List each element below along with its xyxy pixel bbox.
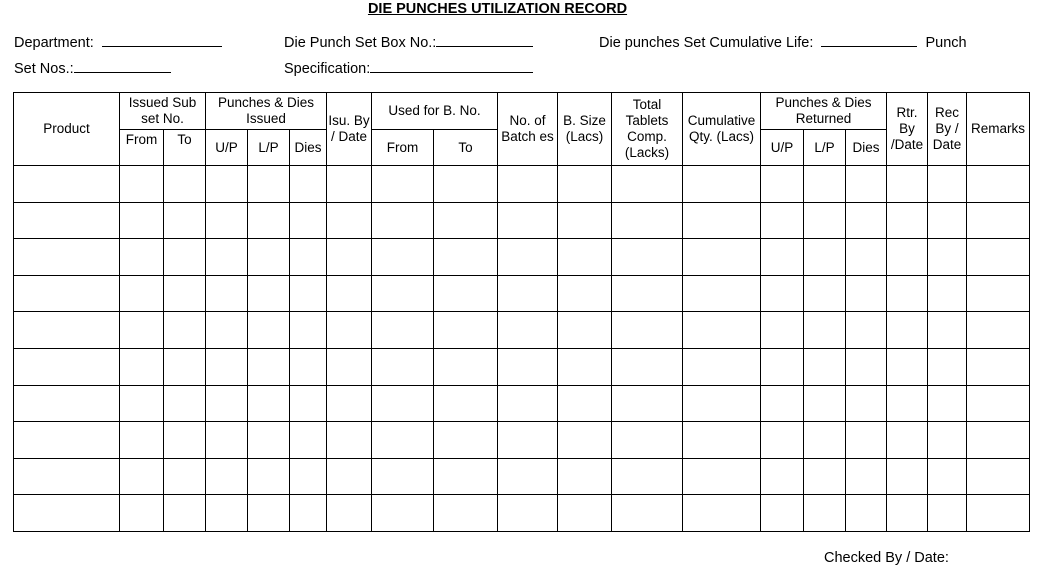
- table-cell[interactable]: [498, 239, 558, 276]
- cumulative-life-label: Die punches Set Cumulative Life:: [599, 35, 814, 51]
- table-cell[interactable]: [761, 275, 804, 312]
- table-cell[interactable]: [434, 422, 498, 459]
- table-cell[interactable]: [120, 495, 164, 532]
- table-cell[interactable]: [434, 239, 498, 276]
- department-label: Department:: [14, 35, 94, 51]
- table-cell[interactable]: [558, 385, 612, 422]
- table-cell[interactable]: [612, 312, 683, 349]
- table-cell[interactable]: [372, 312, 434, 349]
- table-cell[interactable]: [248, 202, 290, 239]
- table-cell[interactable]: [761, 202, 804, 239]
- table-cell[interactable]: [434, 275, 498, 312]
- table-cell[interactable]: [928, 166, 967, 203]
- table-cell[interactable]: [804, 458, 846, 495]
- table-cell[interactable]: [967, 495, 1030, 532]
- table-row: [14, 385, 1030, 422]
- table-row: [14, 202, 1030, 239]
- table-cell[interactable]: [120, 239, 164, 276]
- table-cell[interactable]: [290, 458, 327, 495]
- table-cell[interactable]: [887, 458, 928, 495]
- table-cell[interactable]: [846, 422, 887, 459]
- header-cumulative-qty: Cumulative Qty. (Lacs): [683, 93, 761, 166]
- table-cell[interactable]: [928, 202, 967, 239]
- table-row: [14, 275, 1030, 312]
- table-cell[interactable]: [967, 458, 1030, 495]
- table-cell[interactable]: [327, 385, 372, 422]
- table-cell[interactable]: [248, 312, 290, 349]
- table-cell[interactable]: [120, 385, 164, 422]
- table-cell[interactable]: [846, 495, 887, 532]
- table-cell[interactable]: [120, 348, 164, 385]
- table-cell[interactable]: [372, 239, 434, 276]
- table-cell[interactable]: [558, 275, 612, 312]
- table-cell[interactable]: [206, 312, 248, 349]
- table-cell[interactable]: [683, 422, 761, 459]
- table-cell[interactable]: [612, 239, 683, 276]
- department-field[interactable]: [14, 32, 222, 51]
- table-cell[interactable]: [558, 422, 612, 459]
- table-cell[interactable]: [290, 312, 327, 349]
- table-cell[interactable]: [372, 495, 434, 532]
- table-cell[interactable]: [434, 312, 498, 349]
- table-cell[interactable]: [683, 275, 761, 312]
- table-cell[interactable]: [434, 495, 498, 532]
- table-cell[interactable]: [327, 495, 372, 532]
- table-cell[interactable]: [612, 348, 683, 385]
- table-cell[interactable]: [612, 422, 683, 459]
- table-row: [14, 495, 1030, 532]
- table-cell[interactable]: [14, 239, 120, 276]
- table-cell[interactable]: [683, 495, 761, 532]
- table-cell[interactable]: [434, 166, 498, 203]
- table-cell[interactable]: [887, 166, 928, 203]
- table-cell[interactable]: [327, 422, 372, 459]
- box-no-field[interactable]: [284, 32, 533, 51]
- table-cell[interactable]: [290, 239, 327, 276]
- table-cell[interactable]: [248, 495, 290, 532]
- table-cell[interactable]: [372, 348, 434, 385]
- table-cell[interactable]: [967, 348, 1030, 385]
- table-cell[interactable]: [206, 495, 248, 532]
- table-cell[interactable]: [248, 458, 290, 495]
- table-cell[interactable]: [967, 422, 1030, 459]
- table-cell[interactable]: [327, 348, 372, 385]
- table-cell[interactable]: [928, 458, 967, 495]
- table-cell[interactable]: [928, 239, 967, 276]
- table-cell[interactable]: [612, 166, 683, 203]
- box-no-label: Die Punch Set Box No.:: [284, 35, 437, 51]
- table-cell[interactable]: [290, 385, 327, 422]
- table-row: [14, 166, 1030, 203]
- table-row: [14, 348, 1030, 385]
- set-nos-field[interactable]: [14, 58, 171, 77]
- table-cell[interactable]: [683, 312, 761, 349]
- table-cell[interactable]: [14, 348, 120, 385]
- table-cell[interactable]: [120, 458, 164, 495]
- header-used-to: To: [434, 130, 498, 166]
- table-cell[interactable]: [683, 348, 761, 385]
- table-cell[interactable]: [928, 422, 967, 459]
- table-cell[interactable]: [327, 239, 372, 276]
- table-cell[interactable]: [928, 385, 967, 422]
- table-cell[interactable]: [612, 458, 683, 495]
- table-cell[interactable]: [967, 202, 1030, 239]
- table-cell[interactable]: [804, 166, 846, 203]
- table-cell[interactable]: [290, 166, 327, 203]
- table-cell[interactable]: [248, 166, 290, 203]
- table-cell[interactable]: [14, 495, 120, 532]
- table-cell[interactable]: [761, 495, 804, 532]
- table-cell[interactable]: [928, 275, 967, 312]
- table-cell[interactable]: [434, 385, 498, 422]
- table-cell[interactable]: [327, 275, 372, 312]
- table-row: [14, 312, 1030, 349]
- table-cell[interactable]: [887, 239, 928, 276]
- table-cell[interactable]: [928, 495, 967, 532]
- table-cell[interactable]: [206, 422, 248, 459]
- table-cell[interactable]: [164, 422, 206, 459]
- table-cell[interactable]: [372, 202, 434, 239]
- table-cell[interactable]: [206, 385, 248, 422]
- table-cell[interactable]: [14, 202, 120, 239]
- table-cell[interactable]: [804, 495, 846, 532]
- table-cell[interactable]: [761, 312, 804, 349]
- table-cell[interactable]: [761, 239, 804, 276]
- table-cell[interactable]: [248, 385, 290, 422]
- header-isu-by-date: Isu. By / Date: [327, 93, 372, 166]
- table-cell[interactable]: [761, 385, 804, 422]
- table-body: [14, 166, 1030, 532]
- table-cell[interactable]: [967, 275, 1030, 312]
- cumulative-life-unit: Punch: [925, 35, 967, 51]
- table-cell[interactable]: [683, 458, 761, 495]
- table-cell[interactable]: [967, 166, 1030, 203]
- table-cell[interactable]: [558, 348, 612, 385]
- table-cell[interactable]: [761, 422, 804, 459]
- header-b-size: B. Size (Lacs): [558, 93, 612, 166]
- table-cell[interactable]: [967, 239, 1030, 276]
- header-pd-issued: Punches & Dies Issued: [206, 93, 327, 130]
- table-cell[interactable]: [498, 312, 558, 349]
- table-cell[interactable]: [164, 312, 206, 349]
- set-nos-label: Set Nos.:: [14, 61, 74, 77]
- table-cell[interactable]: [164, 348, 206, 385]
- table-cell[interactable]: [290, 495, 327, 532]
- specification-blank[interactable]: [370, 58, 533, 73]
- header-rec-by-date: Rec By / Date: [928, 93, 967, 166]
- table-cell[interactable]: [372, 422, 434, 459]
- table-cell[interactable]: [498, 422, 558, 459]
- header-pd-returned-lp: L/P: [804, 130, 846, 166]
- table-cell[interactable]: [434, 202, 498, 239]
- header-issued-from: From: [120, 130, 164, 166]
- table-cell[interactable]: [372, 275, 434, 312]
- specification-field[interactable]: [284, 58, 533, 77]
- table-cell[interactable]: [761, 166, 804, 203]
- table-cell[interactable]: [761, 458, 804, 495]
- table-cell[interactable]: [14, 385, 120, 422]
- set-nos-blank[interactable]: [74, 58, 171, 73]
- utilization-table: [13, 92, 1030, 532]
- table-cell[interactable]: [558, 312, 612, 349]
- table-cell[interactable]: [612, 385, 683, 422]
- table-cell[interactable]: [206, 458, 248, 495]
- table-cell[interactable]: [804, 312, 846, 349]
- table-cell[interactable]: [164, 385, 206, 422]
- table-cell[interactable]: [120, 275, 164, 312]
- specification-label: Specification:: [284, 61, 371, 77]
- header-pd-returned-up: U/P: [761, 130, 804, 166]
- table-cell[interactable]: [887, 202, 928, 239]
- table-cell[interactable]: [683, 385, 761, 422]
- table-cell[interactable]: [206, 275, 248, 312]
- table-cell[interactable]: [846, 239, 887, 276]
- table-cell[interactable]: [967, 385, 1030, 422]
- table-cell[interactable]: [14, 312, 120, 349]
- table-cell[interactable]: [290, 422, 327, 459]
- table-cell[interactable]: [846, 202, 887, 239]
- header-pd-issued-up: U/P: [206, 130, 248, 166]
- checked-by-label: Checked By / Date:: [824, 550, 949, 566]
- table-cell[interactable]: [164, 275, 206, 312]
- table-cell[interactable]: [14, 458, 120, 495]
- table-cell[interactable]: [248, 422, 290, 459]
- table-cell[interactable]: [372, 385, 434, 422]
- table-cell[interactable]: [804, 385, 846, 422]
- table-cell[interactable]: [804, 239, 846, 276]
- table-cell[interactable]: [804, 202, 846, 239]
- document-title: DIE PUNCHES UTILIZATION RECORD: [367, 1, 628, 17]
- header-pd-returned-dies: Dies: [846, 130, 887, 166]
- table-cell[interactable]: [683, 166, 761, 203]
- table-row: [14, 422, 1030, 459]
- table-cell[interactable]: [120, 166, 164, 203]
- table-cell[interactable]: [290, 348, 327, 385]
- table-cell[interactable]: [887, 275, 928, 312]
- table-cell[interactable]: [761, 348, 804, 385]
- table-cell[interactable]: [612, 495, 683, 532]
- header-product: Product: [14, 93, 120, 166]
- cumulative-life-blank[interactable]: [821, 32, 917, 47]
- header-rtr-by-date: Rtr. By /Date: [887, 93, 928, 166]
- table-cell[interactable]: [14, 422, 120, 459]
- table-cell[interactable]: [846, 458, 887, 495]
- table-cell[interactable]: [928, 348, 967, 385]
- table-cell[interactable]: [887, 348, 928, 385]
- table-cell[interactable]: [887, 422, 928, 459]
- table-cell[interactable]: [164, 495, 206, 532]
- table-cell[interactable]: [683, 239, 761, 276]
- table-cell[interactable]: [372, 166, 434, 203]
- table-cell[interactable]: [558, 495, 612, 532]
- table-cell[interactable]: [14, 166, 120, 203]
- header-pd-issued-dies: Dies: [290, 130, 327, 166]
- table-cell[interactable]: [372, 458, 434, 495]
- table-cell[interactable]: [14, 275, 120, 312]
- table-cell[interactable]: [434, 348, 498, 385]
- table-cell[interactable]: [498, 458, 558, 495]
- header-row-1: [14, 93, 1030, 130]
- table-cell[interactable]: [846, 166, 887, 203]
- table-cell[interactable]: [558, 458, 612, 495]
- table-cell[interactable]: [846, 385, 887, 422]
- table-cell[interactable]: [290, 202, 327, 239]
- table-cell[interactable]: [804, 275, 846, 312]
- header-used-from: From: [372, 130, 434, 166]
- table-cell[interactable]: [206, 166, 248, 203]
- table-cell[interactable]: [164, 202, 206, 239]
- table-cell[interactable]: [248, 275, 290, 312]
- box-no-blank[interactable]: [436, 32, 533, 47]
- header-no-of-batches: No. of Batch es: [498, 93, 558, 166]
- table-cell[interactable]: [164, 166, 206, 203]
- table-cell[interactable]: [887, 312, 928, 349]
- table-cell[interactable]: [498, 202, 558, 239]
- table-cell[interactable]: [164, 458, 206, 495]
- table-cell[interactable]: [498, 166, 558, 203]
- table-cell[interactable]: [206, 202, 248, 239]
- table-cell[interactable]: [120, 202, 164, 239]
- table-cell[interactable]: [846, 348, 887, 385]
- table-cell[interactable]: [558, 239, 612, 276]
- table-cell[interactable]: [683, 202, 761, 239]
- table-cell[interactable]: [498, 275, 558, 312]
- table-cell[interactable]: [206, 239, 248, 276]
- header-pd-returned: Punches & Dies Returned: [761, 93, 887, 130]
- header-issued-to: To: [164, 130, 206, 166]
- header-issued-sub-set-no: Issued Sub set No.: [120, 93, 206, 130]
- table-cell[interactable]: [327, 202, 372, 239]
- table-cell[interactable]: [434, 458, 498, 495]
- table-cell[interactable]: [887, 385, 928, 422]
- table-cell[interactable]: [558, 202, 612, 239]
- table-cell[interactable]: [804, 348, 846, 385]
- table-cell[interactable]: [846, 312, 887, 349]
- table-cell[interactable]: [846, 275, 887, 312]
- header-used-for-bno: Used for B. No.: [372, 93, 498, 130]
- header-total-tablets: Total Tablets Comp. (Lacks): [612, 93, 683, 166]
- table-cell[interactable]: [498, 348, 558, 385]
- table-cell[interactable]: [887, 495, 928, 532]
- header-pd-issued-lp: L/P: [248, 130, 290, 166]
- cumulative-life-field[interactable]: [599, 32, 967, 51]
- table-cell[interactable]: [612, 202, 683, 239]
- table-cell[interactable]: [498, 495, 558, 532]
- table-row: [14, 458, 1030, 495]
- table-cell[interactable]: [120, 422, 164, 459]
- table-row: [14, 239, 1030, 276]
- table-cell[interactable]: [967, 312, 1030, 349]
- table-cell[interactable]: [248, 348, 290, 385]
- header-remarks: Remarks: [967, 93, 1030, 166]
- table-cell[interactable]: [327, 312, 372, 349]
- table-cell[interactable]: [290, 275, 327, 312]
- table-cell[interactable]: [248, 239, 290, 276]
- table-cell[interactable]: [498, 385, 558, 422]
- table-cell[interactable]: [804, 422, 846, 459]
- table-cell[interactable]: [612, 275, 683, 312]
- table-cell[interactable]: [164, 239, 206, 276]
- table-cell[interactable]: [120, 312, 164, 349]
- table-cell[interactable]: [558, 166, 612, 203]
- table-cell[interactable]: [327, 166, 372, 203]
- department-blank[interactable]: [102, 32, 222, 47]
- table-cell[interactable]: [928, 312, 967, 349]
- table-cell[interactable]: [327, 458, 372, 495]
- table-cell[interactable]: [206, 348, 248, 385]
